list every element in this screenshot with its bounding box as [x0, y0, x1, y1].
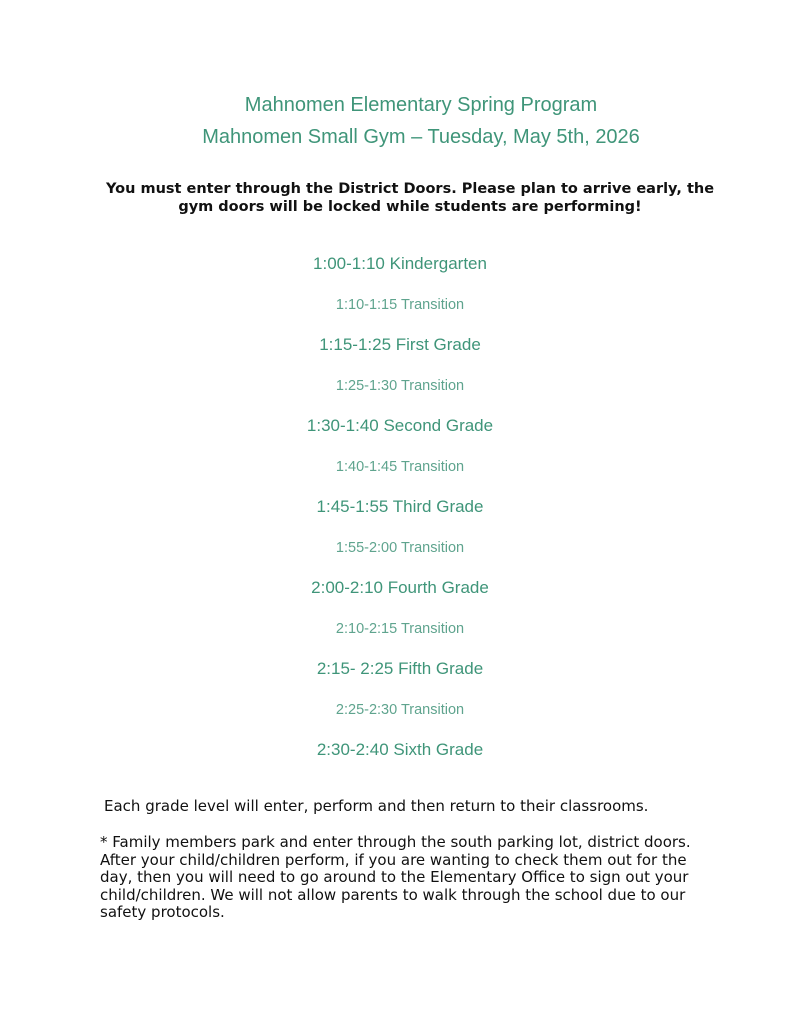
program-title: Mahnomen Elementary Spring Program [244, 94, 598, 116]
schedule-item-first-grade: 1:15-1:25 First Grade [319, 335, 481, 354]
schedule-transition: 1:10-1:15 Transition [335, 296, 465, 313]
schedule-item-third-grade: 1:45-1:55 Third Grade [316, 497, 484, 516]
schedule-item-second-grade: 1:30-1:40 Second Grade [306, 416, 494, 435]
schedule-item-fourth-grade: 2:00-2:10 Fourth Grade [311, 578, 489, 597]
entry-instructions: You must enter through the District Doors. Please plan to arrive early, the gym doors will be locked while students are performing! [105, 181, 715, 215]
schedule-list [200, 252, 600, 779]
schedule-item-fifth-grade: 2:15- 2:25 Fifth Grade [316, 659, 484, 678]
schedule-transition: 1:25-1:30 Transition [335, 377, 465, 394]
schedule-transition: 1:40-1:45 Transition [335, 458, 465, 475]
schedule-item-sixth-grade: 2:30-2:40 Sixth Grade [316, 740, 484, 759]
schedule-transition: 2:25-2:30 Transition [335, 701, 465, 718]
schedule-item-kindergarten: 1:00-1:10 Kindergarten [313, 254, 487, 273]
program-location-date: Mahnomen Small Gym – Tuesday, May 5th, 2026 [202, 126, 640, 148]
schedule-transition: 2:10-2:15 Transition [335, 620, 465, 637]
grade-level-note: Each grade level will enter, perform and then return to their classrooms. [104, 797, 649, 815]
family-parking-note: * Family members park and enter through the south parking lot, district doors. After your child/children perform, if you are wanting to check them out for the day, then you will need to go around to the Elementary Office to sign out your child/children. We will not allow parents to walk through the school due to our safety protocols. [100, 833, 691, 922]
schedule-transition: 1:55-2:00 Transition [335, 539, 465, 556]
